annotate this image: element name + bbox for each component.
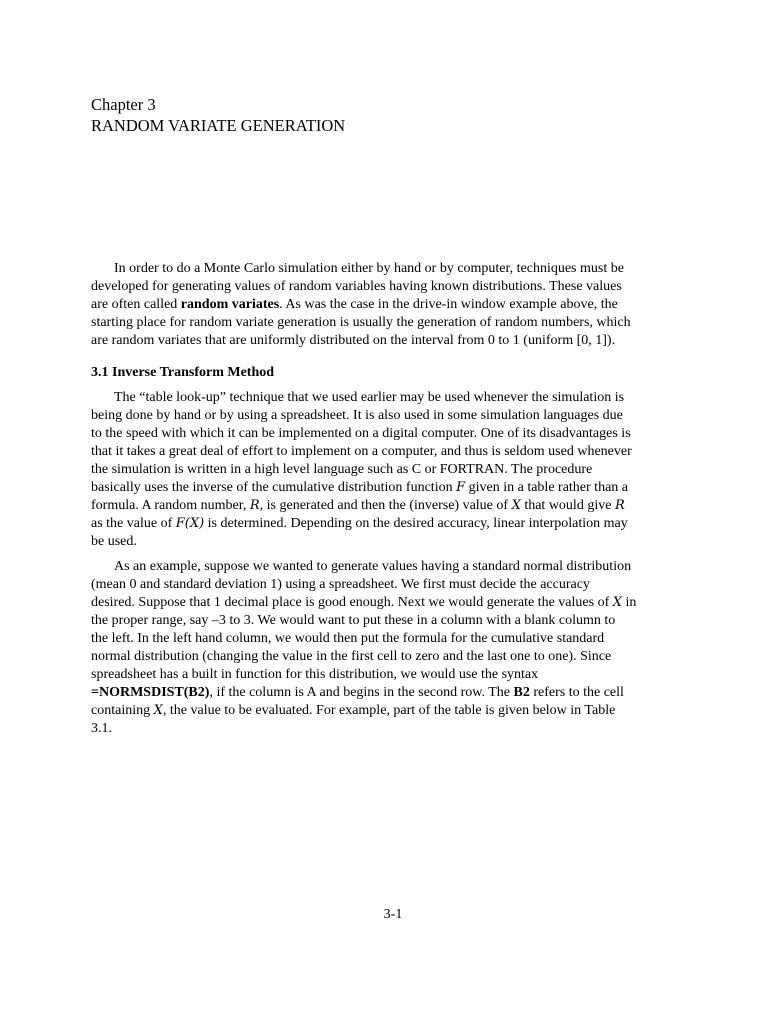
text-line	[91, 515, 676, 533]
math-variable: R	[614, 498, 625, 513]
text-line: As an example, suppose we wanted to generate values having a standard normal distribution	[114, 559, 632, 574]
text-line: normal distribution (changing the value in the first cell to zero and the last one to one). Since	[91, 649, 612, 664]
text-line: are random variates that are uniformly distributed on the interval from 0 to 1 (uniform [0, 1]).	[91, 333, 616, 348]
term-random-variates: random variates	[180, 297, 280, 312]
text-line: The “table look-up” technique that we used earlier may be used whenever the simulation is	[114, 390, 625, 405]
text-line: be used.	[91, 534, 137, 549]
math-variable: X	[153, 703, 163, 718]
text-line: to the speed with which it can be implemented on a digital computer. One of its disadvantages is	[91, 426, 631, 441]
text-line	[91, 479, 676, 497]
text-line: the simulation is written in a high level language such as C or FORTRAN. The procedure	[91, 462, 593, 477]
math-variable: X	[612, 595, 623, 610]
math-variable: F	[456, 480, 466, 495]
text-line: developed for generating values of random variables having known distributions. These values	[91, 279, 622, 294]
text-line: In order to do a Monte Carlo simulation either by hand or by computer, techniques must be	[114, 261, 624, 276]
text-run: containing	[91, 703, 154, 718]
text-run: , the value to be evaluated. For example, part of the table is given below in Table	[162, 703, 616, 718]
text-run: in	[622, 595, 637, 610]
formula-normsdist: =NORMSDIST(B2)	[91, 685, 210, 700]
text-run: are often called	[91, 297, 181, 312]
text-run: , is generated and then the (inverse) value of	[259, 498, 512, 513]
text-line: 3.1.	[91, 721, 112, 736]
text-line: the left. In the left hand column, we would then put the formula for the cumulative standard	[91, 631, 605, 646]
text-line: spreadsheet has a built in function for this distribution, we would use the syntax	[91, 667, 539, 682]
text-run: given in a table rather than a	[465, 480, 628, 495]
inverse-transform-paragraph	[91, 389, 676, 551]
chapter-number: Chapter 3	[91, 95, 156, 114]
text-line: (mean 0 and standard deviation 1) using a spreadsheet. We first must decide the accuracy	[91, 577, 590, 592]
text-run: is determined. Depending on the desired accuracy, linear interpolation may	[204, 516, 628, 531]
text-line	[91, 497, 676, 515]
section-heading: 3.1 Inverse Transform Method	[91, 365, 275, 380]
cell-reference: B2	[513, 685, 530, 700]
text-run: desired. Suppose that 1 decimal place is good enough. Next we would generate the values of	[91, 595, 613, 610]
text-line	[91, 684, 676, 702]
text-line: starting place for random variate generation is usually the generation of random numbers, which	[91, 315, 631, 330]
text-run: formula. A random number,	[91, 498, 250, 513]
text-line	[91, 702, 676, 720]
text-run: as the value of	[91, 516, 176, 531]
text-line: the proper range, say –3 to 3. We would want to put these in a column with a blank column to	[91, 613, 616, 628]
chapter-title: RANDOM VARIATE GENERATION	[91, 116, 346, 135]
math-variable: X	[511, 498, 521, 513]
page-number: 3-1	[383, 907, 403, 922]
chapter-heading	[91, 94, 345, 136]
math-expression: F(X)	[175, 516, 205, 531]
text-run: , if the column is A and begins in the second row. The	[209, 685, 514, 700]
text-line	[91, 296, 676, 314]
intro-paragraph	[91, 260, 676, 350]
example-paragraph	[91, 558, 676, 738]
text-line	[91, 594, 676, 612]
math-variable: R	[249, 498, 260, 513]
text-line: that it takes a great deal of effort to implement on a computer, and thus is seldom used whenever	[91, 444, 632, 459]
text-run: . As was the case in the drive-in window example above, the	[279, 297, 618, 312]
text-run: basically uses the inverse of the cumulative distribution function	[91, 480, 457, 495]
text-line: being done by hand or by using a spreadsheet. It is also used in some simulation languages due	[91, 408, 623, 423]
text-run: that would give	[520, 498, 615, 513]
text-run: refers to the cell	[529, 685, 624, 700]
